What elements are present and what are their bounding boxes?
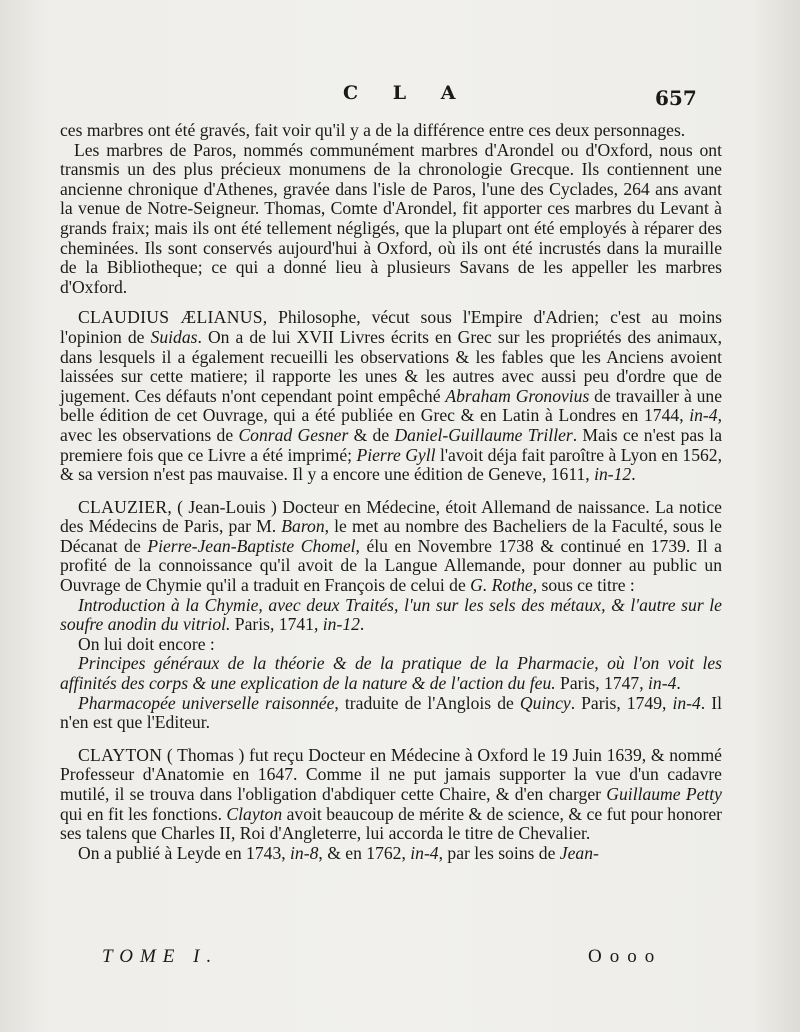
page-body	[60, 121, 722, 863]
citation-text: , traduite de l'Anglois de	[334, 692, 520, 713]
italic-name: Conrad Gesner	[238, 424, 349, 445]
entry-text: , ( Jean-Louis ) Docteur en Médecine, étoit Allemand de naissance. La notice des Médecins de Paris, par M.	[60, 496, 722, 537]
italic-name: Daniel-Guillaume Triller	[394, 424, 573, 445]
clayton-publication-line	[60, 844, 722, 864]
encore-line: On lui doit encore :	[78, 633, 215, 654]
paragraph-paros-marbles: Les marbres de Paros, nommés communément marbres d'Arondel ou d'Oxford, nous ont transmis un des plus précieux monumens de la chronologie Grecque. Ils contiennent une ancienne chronique d'Athenes, gravée dans l'isle de Paros, l'une des Cyclades, 264 ans avant la venue de Notre-Seigneur. Thomas, Comte d'Arondel, fit apporter ces marbres du Levant à grands fraix; mais ils ont été tellement négligés, que la plupart ont été employés à réparer des cheminées. Ils sont conservés aujourd'hui à Oxford, où ils ont été incrustés dans la muraille de la Bibliotheque; ce qui a donné lieu à plusieurs Savans de les appeller les marbres d'Oxford.	[60, 139, 722, 297]
entry-text: , le met au nombre des Bacheliers de la Faculté, sous le Décanat de	[60, 516, 722, 556]
entry-clauzier	[60, 498, 722, 596]
page-footer	[0, 946, 800, 972]
entry-text: de travailler à une belle édition de cet Ouvrage, qui a été publiée en Grec & en Latin à Londres en 1744,	[60, 385, 723, 426]
italic-name: Quincy	[519, 692, 571, 713]
citation-text: . Paris, 1749,	[570, 692, 673, 713]
paragraph-continuation: ces marbres ont été gravés, fait voir qu'il y a de la différence entre ces deux personnages.	[60, 120, 686, 140]
italic-title: Introduction à la Chymie, avec deux Traités, l'un sur les sels des métaux, & l'autre sur le soufre anodin du vitriol.	[60, 594, 722, 635]
entry-text: , élu en Novembre 1738 & continué en 1739. Il a profité de la connoissance qu'il avoit de la Langue Allemande, pour donner au public un Ouvrage de Chymie qu'il a traduit en François de celui de	[60, 535, 722, 596]
italic-format: in-4	[410, 842, 439, 863]
citation-text: . Il n'en est que l'Editeur.	[60, 692, 723, 733]
citation-pharmacopee	[60, 694, 722, 733]
italic-name: Pierre-Jean-Baptiste Chomel	[147, 535, 356, 556]
headword: CLAUDIUS ÆLIANUS	[78, 307, 263, 328]
italic-name: Jean-	[559, 842, 599, 863]
entry-text: . Mais ce n'est pas la premiere fois que ce Livre a été imprimé;	[60, 424, 722, 465]
entry-text: ( Thomas ) fut reçu Docteur en Médecine à Oxford le 19 Juin 1639, & nommé Professeur d'Anatomie en 1647. Comme il ne put jamais supporter la vue d'un cadavre mutilé, il se trouva dans l'obligation d'abdiquer cette Chaire, & d'en charger	[60, 744, 722, 804]
italic-name: Clayton	[226, 803, 283, 824]
entry-text: .	[631, 464, 636, 485]
entry-text: , sous ce titre :	[532, 575, 635, 596]
italic-format: in-8	[290, 842, 319, 863]
citation-principes-pharmacie	[60, 654, 722, 693]
italic-title: Principes généraux de la théorie & de la pratique de la Pharmacie, où l'on voit les affinités des corps & une explication de la nature & de l'action du feu.	[60, 653, 722, 694]
italic-format: in-4	[689, 405, 718, 426]
page-number: 657	[655, 86, 697, 110]
entry-text: qui en fit les fonctions.	[60, 803, 227, 824]
italic-name: Pierre Gyll	[356, 444, 436, 465]
italic-format: in-4	[648, 673, 677, 694]
entry-text: & de	[348, 424, 395, 445]
running-head: C L A	[343, 82, 470, 104]
headword: CLAYTON	[78, 744, 163, 765]
italic-format: in-4	[672, 692, 701, 713]
italic-name: Suidas	[150, 326, 198, 347]
italic-format: in-12	[322, 614, 360, 635]
entry-text: . On a de lui XVII Livres écrits en Grec sur les propriétés des animaux, dans lesquels il a également recueilli les observations & les fables que les Anciens avoient laissées sur cette matiere; il rapporte les unes & les autres avec aussi peu d'ordre que de jugement. Ces défauts n'ont cependant point empêché	[60, 326, 722, 406]
italic-name: Baron	[281, 516, 325, 537]
italic-format: in-12	[594, 464, 632, 485]
italic-name: Abraham Gronovius	[445, 385, 590, 406]
headword: CLAUZIER	[78, 496, 168, 517]
entry-text: , & en 1762,	[318, 842, 411, 863]
italic-title: Pharmacopée universelle raisonnée	[78, 692, 335, 713]
italic-name: Guillaume Petty	[606, 784, 722, 804]
entry-clayton	[60, 746, 722, 844]
signature-mark: Oooo	[588, 946, 663, 967]
entry-text: l'avoit déja fait paroître à Lyon en 1562, & sa version n'est pas mauvaise. Il y a encore une édition de Geneve, 1611,	[60, 444, 723, 485]
entry-text: On a publié à Leyde en 1743,	[78, 842, 291, 863]
italic-name: G. Rothe	[470, 575, 533, 596]
entry-text: , par les soins de	[438, 842, 560, 863]
entry-text: , Philosophe, vécut sous l'Empire d'Adrien; c'est au moins l'opinion de	[60, 307, 722, 347]
volume-label: TOME I.	[102, 946, 219, 967]
citation-text: Paris, 1747,	[555, 673, 649, 694]
entry-text: avoit beaucoup de mérite & de science, & ce fut pour honorer ses talens que Charles II, Roi d'Angleterre, lui accorda le titre de Chevalier.	[60, 803, 722, 844]
citation-text: Paris, 1741,	[230, 614, 323, 635]
citation-text: .	[676, 673, 681, 694]
entry-claudius-aelianus	[60, 308, 722, 484]
citation-text: .	[359, 614, 365, 635]
citation-introduction-chymie	[60, 596, 722, 635]
entry-text: , avec les observations de	[60, 405, 722, 445]
page-header	[0, 80, 800, 110]
